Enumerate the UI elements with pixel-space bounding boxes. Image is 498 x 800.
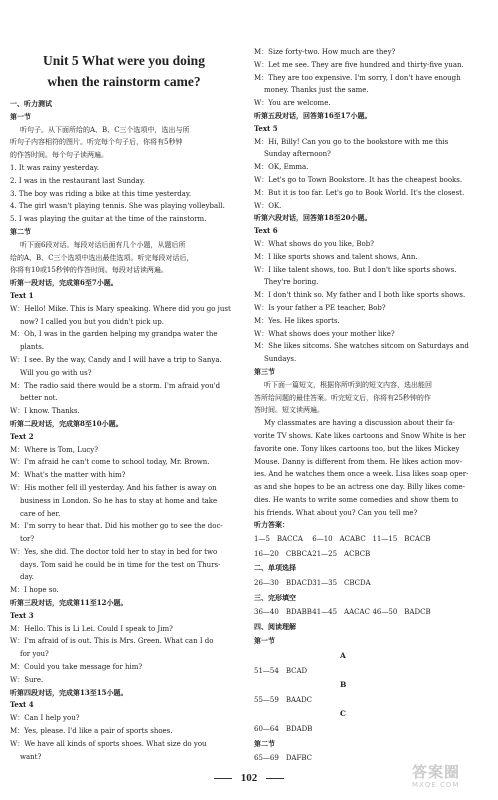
passage-letter: C: [340, 709, 346, 719]
passage-letter: A: [340, 651, 346, 661]
text-line: 答所给问题的最佳答案。听完短文后，你将有25秒钟的作: [254, 393, 431, 402]
text-line: W：Let me see. They are five hundred and thirty-five yuan.: [254, 60, 464, 69]
text-line: W：Hello! Mike. This is Mary speaking. Where did you go just: [10, 304, 231, 313]
section-title: 三、完形填空: [254, 592, 296, 602]
text-line: days. Tom said he could be in time for the test on Thurs-: [20, 560, 221, 569]
reading-answers-a: 51—54 BCAD: [254, 666, 308, 675]
text-line: his friends. What about you? Can you tell me?: [254, 508, 418, 517]
text-line: M：The radio said there would be a storm. I'm afraid you'd: [10, 381, 221, 390]
text-line: W：I like talent shows, too. But I don't like sports shows.: [254, 265, 457, 274]
reading-answers-b: 55—59 BAADC: [254, 695, 313, 704]
text-line: favorite one. Tony likes cartoons too, but the likes Mickey: [254, 444, 460, 453]
answer-group: 41—45 AACAC: [312, 608, 370, 617]
text-line: dies. He wants to write some comedies and show them to: [254, 495, 459, 504]
text-line: plants.: [20, 343, 45, 352]
text-line: M：But it is too far. Let's go to Book World. It's the closest.: [254, 188, 465, 197]
section-heading: 第三节: [254, 366, 275, 376]
text-line: M：OK, Emma.: [254, 163, 309, 172]
unit-title: [10, 50, 238, 92]
text-line: They're boring.: [264, 278, 319, 287]
answer-group: 21—25 ACBCB: [312, 549, 371, 558]
right-column: [254, 46, 490, 766]
text-line: vorite TV shows. Kate likes cartoons and Snow White is her: [254, 431, 466, 440]
section-heading: 一、听力测试: [10, 99, 52, 108]
text-line: day.: [20, 573, 34, 582]
text-line: now? I called you but you didn't pick up.: [20, 317, 164, 326]
text-line: M：Yes. He likes sports.: [254, 316, 340, 325]
section-heading: Text 5: [254, 123, 278, 133]
text-line: 给的A、B、C三个选项中选出最佳选项。听完每段对话后，: [10, 253, 194, 262]
answer-group: 6—10 ACABC: [312, 535, 366, 544]
text-line: M：Oh, I was in the garden helping my grandpa water the: [10, 330, 218, 339]
text-line: 3. The boy was riding a bike at this time yesterday.: [10, 189, 192, 198]
section-heading: 听第三段对话，完成第11至12小题。: [10, 598, 128, 608]
text-line: money. Thanks just the same.: [264, 86, 369, 95]
section-heading: 听第六段对话，回答第18至20小题。: [254, 213, 372, 223]
text-line: care of her.: [20, 509, 61, 518]
text-line: W：We have all kinds of sports shoes. What size do you: [10, 739, 207, 748]
answer-group: 36—40 BDABB: [254, 608, 312, 617]
cloze-answers: [254, 605, 490, 620]
text-line: 5. I was playing the guitar at the time of the rainstorm.: [10, 215, 207, 224]
text-line: M：Hi, Billy! Can you go to the bookstore with me this: [254, 137, 449, 146]
text-line: 听句子。从下面所给的A、B、C三个选项中，选出与所: [20, 125, 190, 134]
text-line: W：Sure.: [10, 675, 44, 684]
section-title: 四、阅读理解: [254, 621, 296, 631]
text-line: W：I'm afraid he can't come to school today, Mr. Brown.: [10, 458, 210, 467]
text-line: W：OK.: [254, 201, 282, 210]
text-line: M：Could you take message for him?: [10, 663, 143, 672]
text-line: M：Where is Tom, Lucy?: [10, 445, 98, 454]
text-line: W：Yes, she did. The doctor told her to stay in bed for two: [10, 547, 218, 556]
page-number: 102: [240, 772, 258, 784]
text-line: M：I like sports shows and talent shows, Ann.: [254, 252, 418, 261]
answer-block: [254, 532, 490, 766]
text-line: 听下面6段对话。每段对话后面有几个小题，从题后所: [20, 240, 186, 249]
unit-title-line2: when the rainstorm came?: [47, 74, 201, 89]
right-text: [254, 46, 490, 532]
text-line: M：I hope so.: [10, 586, 59, 595]
section-heading: Text 4: [10, 700, 34, 710]
footer-dash: [214, 778, 232, 779]
text-line: W：Is your father a PE teacher, Bob?: [254, 303, 386, 312]
listening-answers-row2: [254, 547, 490, 562]
text-line: M：They are too expensive. I'm sorry, I don't have enough: [254, 73, 461, 82]
text-line: Sundays.: [264, 355, 297, 364]
answer-group: 1—5 BACCA: [254, 535, 303, 544]
text-line: tor?: [20, 535, 35, 544]
text-line: as and she hopes to be an actress one day. Billy likes come-: [254, 483, 466, 492]
text-line: W：Let's go to Town Bookstore. It has the cheapest books.: [254, 175, 463, 184]
watermark-logo: [412, 764, 490, 794]
passage-letter: B: [340, 680, 347, 690]
text-line: 听下面一篇短文，根据你所听到的短文内容，选出能回: [264, 380, 432, 389]
text-line: business in London. So he has to stay at home and take: [20, 496, 218, 505]
text-line: 听句子内容相符的图片。听完每个句子后，你将有5秒钟: [10, 138, 183, 147]
text-line: W：What shows does your mother like?: [254, 329, 395, 338]
text-line: 1. It was rainy yesterday.: [10, 163, 100, 172]
text-line: for you?: [20, 650, 49, 659]
text-line: Sunday afternoon?: [264, 150, 331, 159]
text-line: W：His mother fell ill yesterday. And his father is away on: [10, 483, 217, 492]
text-line: M：Size forty-two. How much are they?: [254, 48, 396, 56]
answer-group: 16—20 CBBCA: [254, 549, 312, 558]
text-line: 4. The girl wasn't playing tennis. She was playing volleyball.: [10, 202, 225, 211]
text-line: M：I don't think so. My father and I both like sports shows.: [254, 291, 466, 300]
text-line: W：You are welcome.: [254, 99, 331, 108]
watermark-url: MXQE.COM: [412, 781, 460, 789]
listening-answers-row1: [254, 532, 490, 547]
part-title: 第二节: [254, 738, 275, 748]
text-line: M：Yes, please. I'd like a pair of sports shoes.: [10, 727, 173, 736]
text-line: W：I'm afraid of is out. This is Mrs. Green. What can I do: [10, 637, 214, 646]
answer-group: 26—30 BDACD: [254, 579, 313, 588]
part-title: 第一节: [254, 636, 275, 646]
text-line: W：What shows do you like, Bob?: [254, 239, 374, 248]
text-line: 答时间。短文读两遍。: [254, 406, 324, 415]
text-line: 的作答时间。每个句子读两遍。: [10, 151, 108, 160]
section-heading: 听第四段对话，完成第13至15小题。: [10, 687, 128, 697]
text-line: want?: [20, 752, 42, 761]
watermark-text: 答案圈: [412, 763, 461, 781]
text-line: W：I know. Thanks.: [10, 407, 80, 416]
section-heading: 听第五段对话，回答第16至17小题。: [254, 110, 372, 120]
answer-group: 46—50 BADCB: [372, 608, 431, 617]
text-line: Mouse. Danny is different from them. He likes action mov-: [254, 457, 462, 466]
section-heading: 第一节: [10, 111, 31, 121]
reading-answers-part2: 65—69 DAFBC: [254, 754, 312, 763]
section-heading: 听力答案：: [254, 520, 289, 530]
text-line: 你将有10或15秒钟的作答时间。每段对话读两遍。: [10, 266, 168, 275]
section-heading: 听第一段对话，完成第6至7小题。: [10, 278, 118, 288]
text-line: M：What's the matter with him?: [10, 471, 126, 480]
text-line: M：Hello. This is Li Lei. Could I speak to Jim?: [10, 624, 173, 633]
text-line: M：I'm sorry to hear that. Did his mother go to see the doc-: [10, 522, 223, 531]
left-column: [10, 0, 238, 763]
section-heading: Text 1: [10, 290, 34, 300]
text-line: 2. I was in the restaurant last Sunday.: [10, 176, 145, 185]
text-line: W：I see. By the way, Candy and I will have a trip to Sanya.: [10, 355, 222, 364]
section-heading: Text 6: [254, 226, 278, 236]
unit-title-line1: Unit 5 What were you doing: [43, 53, 205, 68]
text-line: W：Can I help you?: [10, 714, 80, 723]
text-line: M：She likes sitcoms. She watches sitcom on Saturdays and: [254, 342, 469, 351]
text-line: ies. And he watches them once a week. Lisa likes soap oper-: [254, 470, 469, 479]
section-title: 二、单项选择: [254, 563, 296, 573]
section-heading: Text 3: [10, 610, 34, 620]
text-line: My classmates are having a discussion about their fa-: [264, 419, 455, 428]
footer-dash: [266, 778, 284, 779]
section-heading: 听第二段对话，完成第8至10小题。: [10, 418, 123, 428]
answer-group: 31—35 CBCDA: [312, 579, 371, 588]
text-line: Will you go with us?: [20, 368, 92, 377]
reading-answers-c: 60—64 BDADB: [254, 725, 313, 733]
single-choice-answers: [254, 576, 490, 591]
section-heading: 第二节: [10, 226, 31, 236]
text-line: better not.: [20, 394, 58, 403]
left-text: [10, 98, 238, 763]
answer-group: 11—15 BCACB: [372, 535, 431, 544]
section-heading: Text 2: [10, 431, 34, 441]
